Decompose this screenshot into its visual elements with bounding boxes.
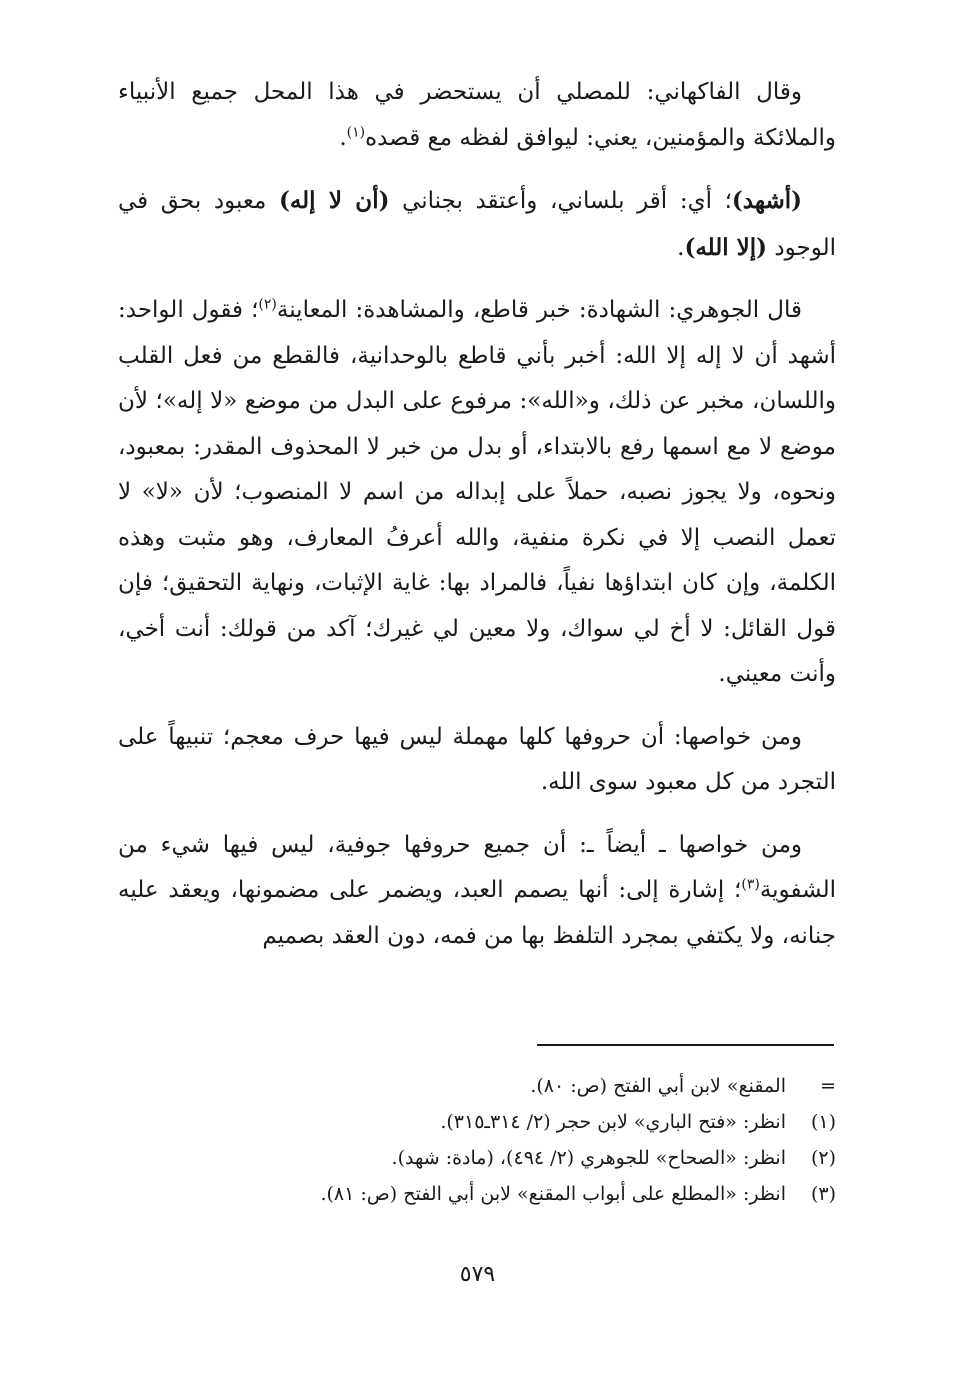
footnote-marker: (٢) (258, 296, 277, 313)
footnote (160, 1104, 836, 1140)
footnote-text: انظر: «فتح الباري» لابن حجر (٢/ ٣١٤ـ٣١٥). (440, 1111, 786, 1133)
footnote (160, 1176, 836, 1212)
paragraph (118, 715, 836, 806)
text-segment: . (339, 124, 347, 151)
main-text (118, 70, 836, 976)
text-segment: ؛ أي: أقر بلساني، وأعتقد بجناني (389, 188, 732, 214)
footnote-text: انظر: «الصحاح» للجوهري (٢/ ٤٩٤)، (مادة: شهد). (391, 1147, 786, 1169)
paragraph (118, 823, 836, 960)
text-segment: قال الجوهري: الشهادة: خبر قاطع، والمشاهدة: المعاينة (276, 297, 802, 323)
footnote-marker: (٣) (741, 876, 760, 893)
footnote-number: = (820, 1075, 836, 1097)
bold-text: (أشهد) (731, 187, 802, 214)
paragraph (118, 70, 836, 161)
footnote (160, 1140, 836, 1176)
footnote-number: (٣) (810, 1183, 836, 1205)
footnote (160, 1068, 836, 1104)
bold-text: (أن لا إله) (278, 187, 390, 214)
text-segment: . (677, 234, 685, 261)
text-segment: ومن خواصها ـ أيضاً ـ: أن جميع حروفها جوفية، ليس فيها شيء من الشفوية (118, 831, 836, 903)
text-segment: ؛ فقول الواحد: أشهد أن لا إله إلا الله: أخبر بأني قاطع بالوحدانية، فالقطع من فعل القلب واللسان، مخبر عن ذلك، و«الله»: مرفوع على البدل من موضع «لا إله»؛ لأن موضع لا مع اسمها رفع بالابتداء، أو بدل من خبر لا المحذوف المقدر: بمعبود، ونحوه، ولا يجوز نصبه، حملاً على إبداله من اسم لا المنصوب؛ لأن «لا» لا تعمل النصب إلا في نكرة منفية، والله أعرفُ المعارف، وهو مثبت وهذه الكلمة، وإن كان ابتداؤها نفياً، فالمراد بها: غاية الإثبات، ونهاية التحقيق؛ فإن قول القائل: لا أخ لي سواك، ولا معين لي غيرك؛ آكد من قولك: أنت أخي، وأنت معيني. (118, 297, 836, 687)
text-segment: وقال الفاكهاني: للمصلي أن يستحضر في هذا المحل جميع الأنبياء والملائكة والمؤمنين، يعني: ليوافق لفظه مع قصده (118, 79, 836, 151)
page-number: ٥٧٩ (459, 1262, 496, 1287)
text-segment: معبود بحق في الوجود (118, 188, 836, 261)
paragraph (118, 178, 836, 271)
paragraph (118, 288, 836, 698)
footnote-text: انظر: «المطلع على أبواب المقنع» لابن أبي الفتح (ص: ٨١). (320, 1183, 786, 1205)
footnote-text: المقنع» لابن أبي الفتح (ص: ٨٠). (530, 1075, 786, 1097)
bold-text: (إلا الله) (684, 233, 768, 261)
text-segment: ؛ إشارة إلى: أنها يصمم العبد، ويضمر على مضمونها، ويعقد عليه جنانه، ولا يكتفي بمجرد التلفظ بها من فمه، دون العقد بصميم (118, 877, 836, 949)
footnote-number: (٢) (810, 1147, 836, 1169)
footnote-number: (١) (810, 1111, 836, 1133)
text-segment: ومن خواصها: أن حروفها كلها مهملة ليس فيها حرف معجم؛ تنبيهاً على التجرد من كل معبود سوى الله. (118, 723, 836, 795)
footnotes (160, 1068, 836, 1212)
footnote-marker: (١) (346, 123, 366, 140)
footnote-divider (537, 1044, 834, 1046)
